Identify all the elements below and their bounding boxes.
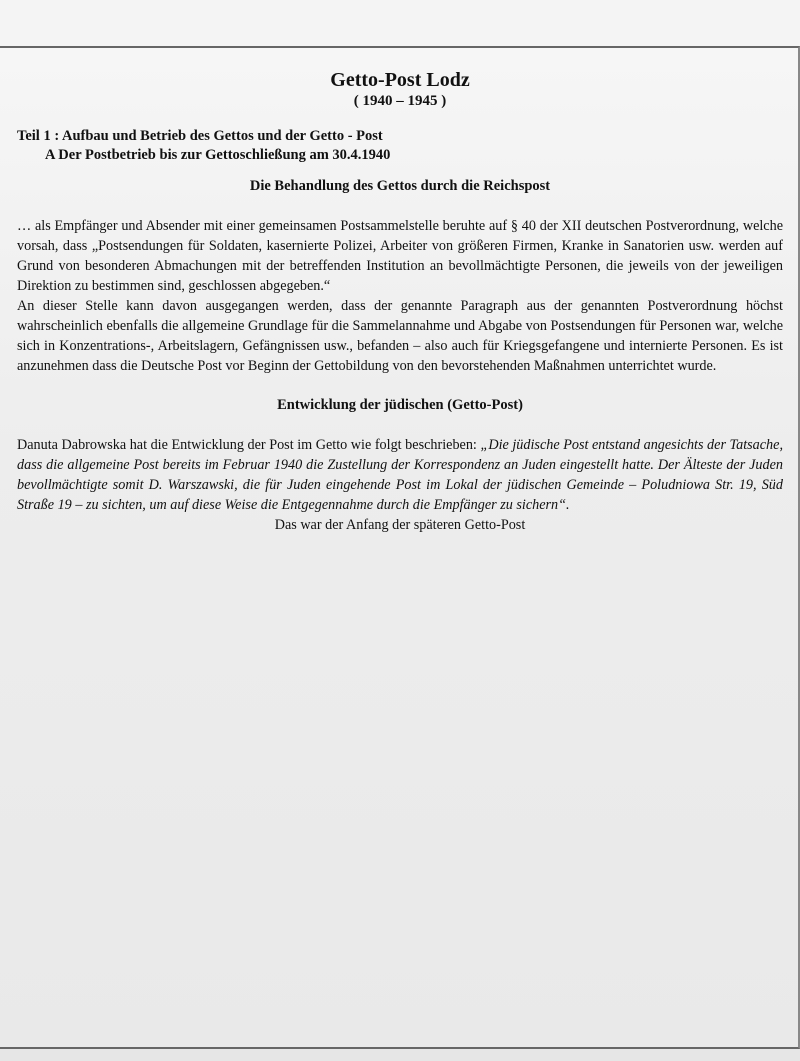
paragraph-paragraph-grundlage: An dieser Stelle kann davon ausgegangen werden, dass der genannte Paragraph aus der genannten Postverordnung höchst wahrscheinlich ebenfalls die allgemeine Grundlage für die Sammelannahme und Abgabe von Postsendungen für Personen war, welche sich in Konzentrations-, Arbeitslagern, Gefängnissen usw., befanden – also auch für Kriegsgefangene und internierte Personen. Es ist anzunehmen dass die Deutsche Post vor Beginn der Gettobildung von den bevorstehenden Maßnahmen unterrichtet wurde. [17,298,783,374]
document-title: Getto-Post Lodz [330,69,470,91]
top-margin [0,0,800,46]
heading-juedische-post: Entwicklung der jüdischen (Getto-Post) [277,397,523,413]
closing-line: Das war der Anfang der späteren Getto-Post [274,517,526,533]
paragraph-dabrowska [17,435,783,515]
dabrowska-quote: „Die jüdische Post entstand angesichts der Tatsache, dass die allgemeine Post bereits im Februar 1940 die Zustellung der Korrespondenz an Juden eingestellt hatte. Der Älteste der Juden bevollmächtigte somit D. Warszawski, die für Juden eingehende Post im Lokal der jüdischen Gemeinde – Poludniowa Str. 19, Süd Straße 19 – zu sichten, um auf diese Weise die Entgegennahme durch die Empfänger zu sichern“. [17,437,783,513]
document-content [17,68,783,535]
bottom-margin [0,1049,800,1061]
dabrowska-intro: Danuta Dabrowska hat die Entwicklung der Post im Getto wie folgt beschrieben: [17,437,481,453]
section-heading: A Der Postbetrieb bis zur Gettoschließung am 30.4.1940 [45,147,391,163]
document-years: ( 1940 – 1945 ) [353,93,447,109]
heading-reichspost: Die Behandlung des Gettos durch die Reichspost [249,178,551,194]
part-heading: Teil 1 : Aufbau und Betrieb des Gettos und der Getto - Post [17,128,383,144]
paragraph-postverordnung: … als Empfänger und Absender mit einer gemeinsamen Postsammelstelle beruhte auf § 40 der XII deutschen Postverordnung, welche vorsah, dass „Postsendungen für Soldaten, kasernierte Polizei, Arbeiter von größeren Firmen, Kranke in Sanatorien usw. werden auf Grund von besonderen Abmachungen mit der betreffenden Institution an bevollmächtigte Personen, die jeweils von der jeweiligen Direktion zu bestimmen sind, geschlossen abgegeben.“ [17,218,783,294]
